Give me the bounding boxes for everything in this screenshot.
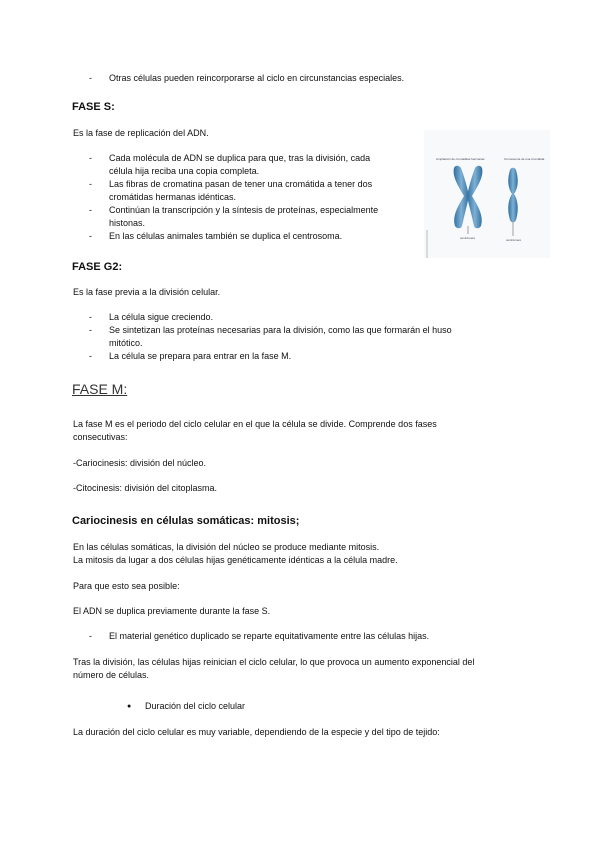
list-item-line: La célula sigue creciendo. [109,312,214,322]
list-item [89,204,419,230]
list-item [89,324,509,350]
tras-line: número de células. [73,670,150,680]
single-chromatid [508,168,517,223]
fase-g2-heading: FASE G2: [72,261,123,273]
list-item-line: El material genético duplicado se reparte equitativamente entre las células hijas. [109,631,430,641]
fase-s-list [89,152,419,243]
sister-chromatid-left [454,166,469,229]
fase-m-intro [73,418,543,444]
list-item-line: célula hija reciba una copia completa. [109,166,260,176]
list-item-text: Otras células pueden reincorporarse al ciclo en circunstancias especiales. [109,73,405,83]
list-item-line: Duración del ciclo celular [145,701,246,711]
figure-label-bottom-right: centrómero [506,238,522,242]
list-item [89,630,519,643]
tras-line: Tras la división, las células hijas reinician el ciclo celular, lo que provoca un aumento exponencial del [73,657,475,667]
bullet-marker: ● [127,703,132,710]
dash-marker: - [89,231,92,241]
dash-marker: - [89,325,92,335]
fase-s-intro: Es la fase de replicación del ADN. [73,128,209,138]
intro-list [89,72,404,85]
list-item [89,230,419,243]
dash-marker: - [89,351,92,361]
figure-label-left: Ampliación de cromátidas hermanas [436,157,485,161]
citocinesis-text: -Citocinesis: división del citoplasma. [73,483,218,493]
mitosis-list [89,630,519,643]
list-item-line: En las células animales también se duplica el centrosoma. [109,231,343,241]
dash-marker: - [89,153,92,163]
dash-marker: - [89,312,92,322]
mitosis-line: En las células somáticas, la división del núcleo se produce mediante mitosis. [73,542,380,552]
dash-marker: - [89,73,92,83]
chromosome-figure [424,130,550,258]
para-que-text: Para que esto sea posible: [73,581,180,591]
fase-g2-list [89,311,509,363]
mitosis-line: La mitosis da lugar a dos células hijas genéticamente idénticas a la célula madre. [73,555,398,565]
list-item-line: Cada molécula de ADN se duplica para que, tras la división, cada [109,153,371,163]
list-item [89,152,419,178]
fase-m-intro-line: consecutivas: [73,432,128,442]
figure-label-right: Cromosoma de una cromátida [504,157,545,161]
duracion-list [127,700,245,713]
list-item [89,311,509,324]
list-item-line: La célula se prepara para entrar en la fase M. [109,351,292,361]
fase-m-heading: FASE M: [72,381,128,397]
list-item-line: Las fibras de cromatina pasan de tener una cromátida a tener dos [109,179,373,189]
figure-label-bottom-left: centrómero [460,236,476,240]
list-item-line: Continúan la transcripción y la síntesis de proteínas, especialmente [109,205,379,215]
sister-chromatid-right [467,166,482,229]
dash-marker: - [89,205,92,215]
mitosis-heading: Cariocinesis en células somáticas: mitosis; [72,515,300,527]
adn-text: El ADN se duplica previamente durante la fase S. [73,606,271,616]
list-item [89,72,404,85]
tras-paragraph [73,656,543,682]
fase-m-intro-line: La fase M es el periodo del ciclo celular en el que la célula se divide. Comprende dos fases [73,419,437,429]
list-item-line: histonas. [109,218,146,228]
list-item-line: Se sintetizan las proteínas necesarias para la división, como las que formarán el huso [109,325,452,335]
list-item [127,700,245,713]
dash-marker: - [89,179,92,189]
duracion-text: La duración del ciclo celular es muy variable, dependiendo de la especie y del tipo de tejido: [73,727,440,737]
list-item-line: mitótico. [109,338,143,348]
fase-g2-intro: Es la fase previa a la división celular. [73,287,221,297]
fase-s-heading: FASE S: [72,101,115,113]
list-item [89,350,509,363]
list-item [89,178,419,204]
dash-marker: - [89,631,92,641]
cariocinesis-text: -Cariocinesis: división del núcleo. [73,458,207,468]
chromosome-illustration [424,130,550,258]
list-item-line: cromátidas hermanas idénticas. [109,192,237,202]
mitosis-paragraph [73,541,543,567]
